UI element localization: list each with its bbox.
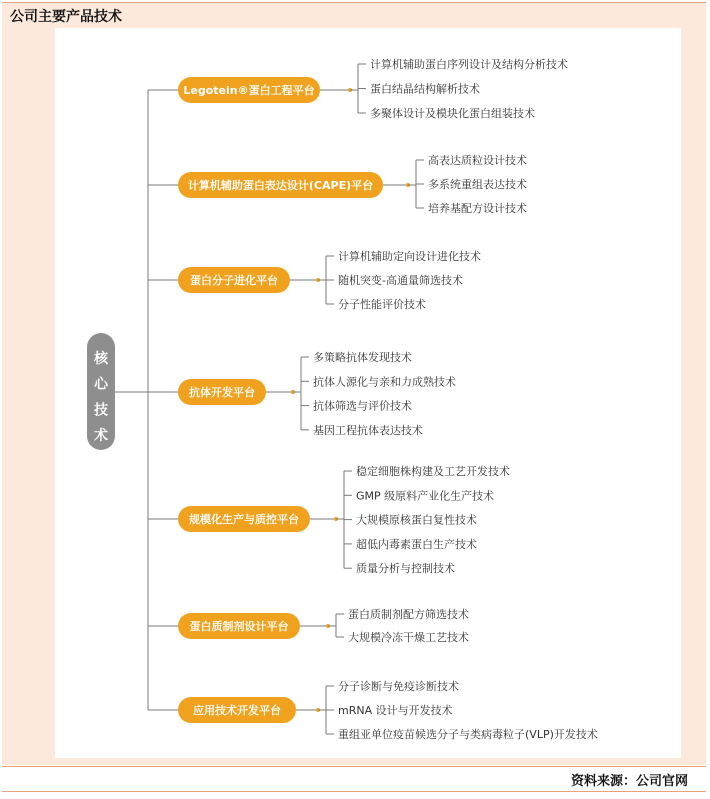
bracket-line — [318, 256, 326, 304]
page-title: 公司主要产品技术 — [10, 9, 122, 25]
platform-label: 规模化生产与质控平台 — [189, 513, 299, 526]
technique-label: 计算机辅助蛋白序列设计及结构分析技术 — [370, 58, 568, 71]
source-bar — [2, 766, 706, 792]
source-note: 资料来源：公司官网 — [570, 774, 688, 789]
root-label-char: 核 — [94, 351, 108, 367]
technique-label: 大规模冷冻干燥工艺技术 — [348, 631, 469, 644]
technique-label: 多聚体设计及模块化蛋白组装技术 — [370, 107, 535, 120]
technique-label: 蛋白质制剂配方筛选技术 — [348, 608, 469, 621]
technique-label: mRNA 设计与开发技术 — [338, 704, 453, 717]
platform-label: 蛋白分子进化平台 — [190, 274, 278, 287]
root-label-char: 术 — [94, 428, 108, 444]
technique-label: 多策略抗体发现技术 — [313, 351, 412, 364]
technique-label: 蛋白结晶结构解析技术 — [370, 82, 480, 96]
root-label-char: 技 — [94, 402, 108, 419]
platform-label: Legotein®蛋白工程平台 — [183, 84, 315, 97]
technique-label: 基因工程抗体表达技术 — [313, 423, 423, 437]
technique-label: 计算机辅助定向设计进化技术 — [338, 250, 481, 263]
technique-label: 分子诊断与免疫诊断技术 — [338, 680, 459, 693]
root-label-char: 心 — [94, 376, 108, 393]
technique-label: 抗体人源化与亲和力成熟技术 — [313, 375, 456, 389]
technique-label: 抗体筛选与评价技术 — [313, 399, 412, 413]
technique-label: 大规模原核蛋白复性技术 — [356, 513, 477, 527]
technique-label: 质量分析与控制技术 — [356, 562, 455, 576]
platform-label: 应用技术开发平台 — [193, 704, 281, 717]
bracket-line — [318, 686, 326, 734]
bracket-line — [328, 614, 336, 637]
technique-label: 高表达质粒设计技术 — [428, 154, 527, 167]
technique-label: 超低内毒素蛋白生产技术 — [356, 537, 477, 551]
platform-label: 计算机辅助蛋白表达设计(CAPE)平台 — [187, 179, 374, 192]
technique-label: 随机突变-高通量筛选技术 — [338, 274, 463, 287]
technique-label: 多系统重组表达技术 — [428, 178, 527, 191]
technique-label: 培养基配方设计技术 — [428, 202, 527, 215]
platform-label: 抗体开发平台 — [189, 386, 255, 399]
technique-label: 稳定细胞株构建及工艺开发技术 — [356, 465, 510, 478]
technique-label: GMP 级原料产业化生产技术 — [356, 489, 495, 503]
technique-label: 分子性能评价技术 — [338, 298, 426, 311]
technique-label: 重组亚单位疫苗候选分子与类病毒粒子(VLP)开发技术 — [338, 728, 598, 741]
platform-label: 蛋白质制剂设计平台 — [189, 620, 289, 633]
